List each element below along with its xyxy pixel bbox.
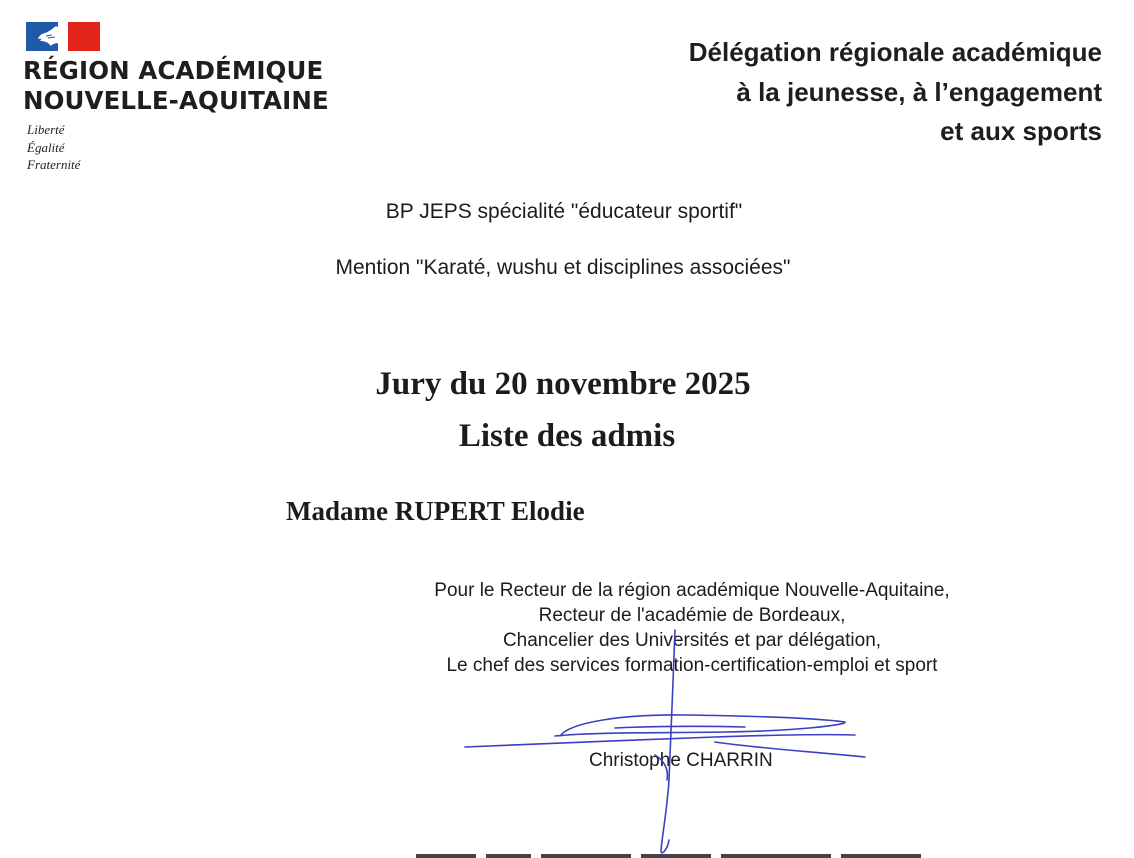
region-name-line-2: NOUVELLE-AQUITAINE [23, 86, 329, 115]
delegation-header-line: et aux sports [940, 116, 1102, 146]
cropped-footer-text [416, 852, 936, 858]
admitted-list-title: Liste des admis [458, 418, 676, 454]
handwritten-signature [455, 700, 885, 858]
delegation-header-line: à la jeunesse, à l’engagement [736, 76, 1102, 107]
delegation-header [689, 33, 1102, 152]
diploma-mention: Mention "Karaté, wushu et disciplines associées" [335, 256, 791, 279]
motto-fraternite: Fraternité [27, 157, 81, 172]
signature-line: Recteur de l'académie de Bordeaux, [538, 605, 846, 626]
marianne-flag-logo [26, 22, 100, 51]
delegation-header-line: Délégation régionale académique [688, 37, 1102, 67]
region-name-line-1: RÉGION ACADÉMIQUE [23, 56, 324, 85]
signature-line: Chancelier des Universités et par délégation, [502, 630, 882, 651]
jury-title: Jury du 20 novembre 2025 [375, 366, 751, 402]
diploma-title: BP JEPS spécialité "éducateur sportif" [385, 200, 743, 223]
motto-egalite: Égalité [27, 140, 65, 155]
signature-line: Pour le Recteur de la région académique Nouvelle-Aquitaine, [434, 580, 950, 601]
motto-liberte: Liberté [27, 122, 65, 137]
signature-line: Le chef des services formation-certification-emploi et sport [446, 655, 938, 676]
admitted-candidate: Madame RUPERT Elodie [286, 496, 585, 526]
signer-name: Christophe CHARRIN [589, 750, 773, 771]
signature-authority-block [392, 578, 992, 678]
